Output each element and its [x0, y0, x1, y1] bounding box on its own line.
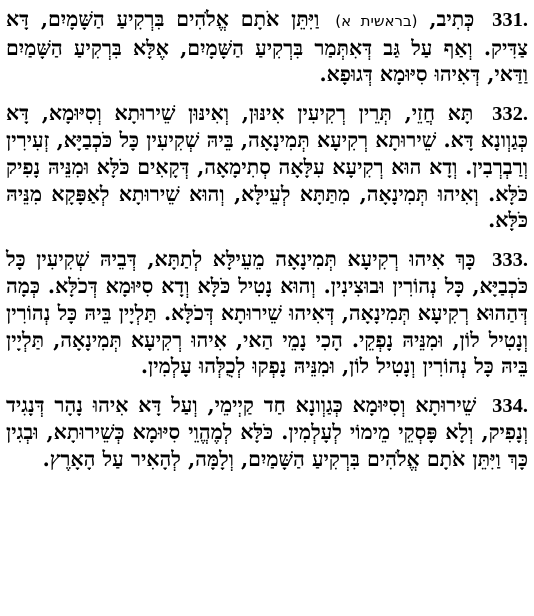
paragraph-331 [6, 6, 528, 88]
paragraph-number: 333. [492, 248, 528, 271]
zohar-text-page [6, 6, 528, 485]
paragraph-333 [6, 246, 528, 380]
paragraph-334 [6, 392, 528, 473]
paragraph-text: תָּא חֲזֵי, תְּרֵין רְקִיעִין אִינּוּן, וְאִינּוּן שֵׁירוּתָא וְסִיּוּמָא, דָּא כְּגַוְונָא דָּא. שֵׁירוּתָא רְקִיעָא תְּמִינָאָה, בֵּיהּ שְׁקִיעִין כָּל כֹּכְבַיָּא, זְעִירִין וְרַבְרְבִין. וְדָא הוּא רְקִיעָא עִלָּאָה סְתִימָאָה, דְּקָאִים כֹּלָּא וּמִנֵּיהּ נָפִיק כֹּלָּא. וְאִיהוּ תְּמִינָאָה, מִתַּתָּא לְעֵילָּא, וְהוּא שֵׁירוּתָא לְאַפָּקָא מִנֵּיהּ כֹּלָּא. [6, 100, 528, 233]
verse-reference: (בראשית א) [335, 12, 418, 30]
paragraph-text: וַיִּתֵּן אֹתָם אֱלֹהִים בִּרְקִיעַ הַשָּׁמָיִם, דָּא צַדִּיק. וְאַף עַל גַּב דְּאִתְּמַר בִּרְקִיעַ הַשָּׁמָיִם, אֶלָּא בִּרְקִיעַ הַשָּׁמַיִם וַדַּאי, דְּאִיהוּ סִיּוּמָא דְּגוּפָא. [6, 7, 528, 87]
paragraph-text: כָּךְ אִיהוּ רְקִיעָא תְּמִינָאָה מֵעֵילָּא לְתַתָּא, דְּבֵיהּ שְׁקִיעִין כָּל כֹּכְבַיָּא, כָּל נְהוֹרִין וּבוּצִינִין. וְהוּא נָטִיל כֹּלָּא וְדָא סִיּוּמָא דְּכֹלָּא. כְּמָה דְּהַהוּא רְקִיעָא תְּמִינָאָה, דְּאִיהוּ שֵׁירוּתָא דְּכֹלָּא. תַּלְיָין בֵּיהּ כָּל נְהוֹרִין וְנָטִיל לוֹן, וּמִנֵּיהּ נָפְקֵי. הָכִי נָמֵי הַאי, אִיהוּ רְקִיעָא תְּמִינָאָה, תַּלְיָין בֵּיהּ כָּל נְהוֹרִין וְנָטִיל לוֹן, וּמִנֵּיהּ נָפְקוּ לְכֻלְּהוּ עָלְמִין. [6, 246, 528, 379]
paragraph-lead: כְּתִיב, [429, 7, 475, 31]
paragraph-332 [6, 100, 528, 234]
paragraph-number: 334. [492, 394, 529, 417]
paragraph-text: שֵׁירוּתָא וְסִיּוּמָא כְּגַוְונָא חַד קַיְימֵי, וְעַל דָּא אִיהוּ נָהָר דְּנָגִיד וְנָפִיק, וְלָא פָּסְקֵי מֵימוֹי לְעָלְמִין. כֹּלָּא לְמֶהֱוֵי סִיּוּמָא כְּשֵׁירוּתָא, וּבְגִין כָּךְ וַיִּתֵּן אֹתָם אֱלֹהִים בִּרְקִיעַ הַשָּׁמַיִם, וְלָמָּה, לְהָאִיר עַל הָאָרֶץ. [6, 392, 528, 471]
paragraph-number: 332. [492, 102, 528, 125]
paragraph-number: 331. [492, 9, 529, 31]
